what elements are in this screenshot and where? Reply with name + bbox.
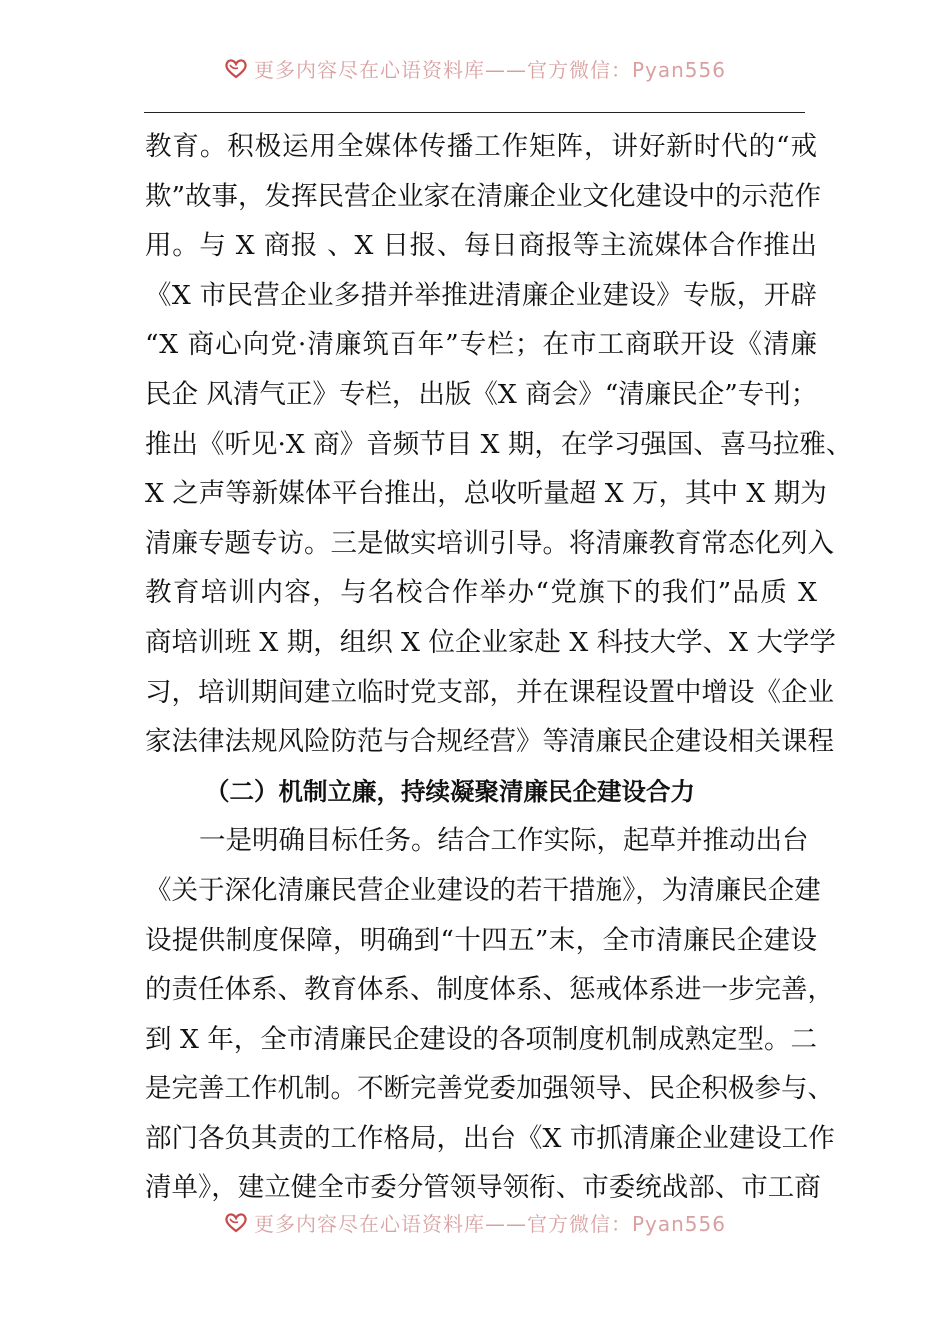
body-line: 推出《听见·X 商》音频节目 X 期，在学习强国、喜马拉雅、 (145, 428, 853, 460)
body-line: 习，培训期间建立临时党支部，并在课程设置中增设《企业 (145, 676, 834, 708)
body-line: 欺”故事，发挥民营企业家在清廉企业文化建设中的示范作 (145, 180, 822, 212)
section-heading: （二）机制立廉，持续凝聚清廉民企建设合力 (205, 776, 695, 806)
body-line: 民企 风清气正》专栏，出版《X 商会》“清廉民企”专刊； (145, 378, 818, 410)
section-line: 部门各负其责的工作格局，出台《X 市抓清廉企业建设工作 (145, 1122, 835, 1154)
body-line: 教育培训内容，与名校合作举办“党旗下的我们”品质 X (145, 577, 817, 609)
section-line: 设提供制度保障，明确到“十四五”末，全市清廉民企建设 (145, 924, 817, 956)
body-line: 用。与 X 商报 、X 日报、每日商报等主流媒体合作推出 (145, 230, 817, 262)
watermark-text: 更多内容尽在心语资料库——官方微信：Pyan556 (253, 1211, 726, 1236)
watermark-text: 更多内容尽在心语资料库——官方微信：Pyan556 (253, 57, 726, 82)
section-line: 是完善工作机制。不断完善党委加强领导、民企积极参与、 (145, 1073, 834, 1105)
header-watermark (0, 53, 950, 83)
document-body (145, 122, 853, 1213)
footer-watermark (0, 1207, 950, 1237)
body-line: 《X 市民营企业多措并举推进清廉企业建设》专版，开辟 (145, 279, 817, 311)
body-line: 家法律法规风险防范与合规经营》等清廉民企建设相关课程 (145, 726, 834, 758)
body-line: X 之声等新媒体平台推出，总收听量超 X 万，其中 X 期为 (145, 478, 827, 510)
section-line: 一是明确目标任务。结合工作实际，起草并推动出台 (199, 825, 809, 857)
section-line: 的责任体系、教育体系、制度体系、惩戒体系进一步完善， (145, 974, 834, 1006)
heart-logo-icon (224, 1211, 248, 1233)
section-line: 到 X 年，全市清廉民企建设的各项制度机制成熟定型。二 (145, 1023, 817, 1055)
heart-logo-icon (224, 57, 248, 79)
body-line: 清廉专题专访。三是做实培训引导。将清廉教育常态化列入 (145, 527, 834, 559)
section-line: 《关于深化清廉民营企业建设的若干措施》，为清廉民企建 (145, 874, 821, 906)
body-line: 商培训班 X 期，组织 X 位企业家赴 X 科技大学、X 大学学 (145, 626, 836, 658)
section-line: 清单》，建立健全市委分管领导领衔、市委统战部、市工商 (145, 1172, 821, 1204)
header-divider (144, 112, 805, 113)
body-line: “X 商心向党·清廉筑百年”专栏；在市工商联开设《清廉 (145, 329, 817, 361)
body-line: 教育。积极运用全媒体传播工作矩阵，讲好新时代的“戒 (145, 131, 817, 162)
